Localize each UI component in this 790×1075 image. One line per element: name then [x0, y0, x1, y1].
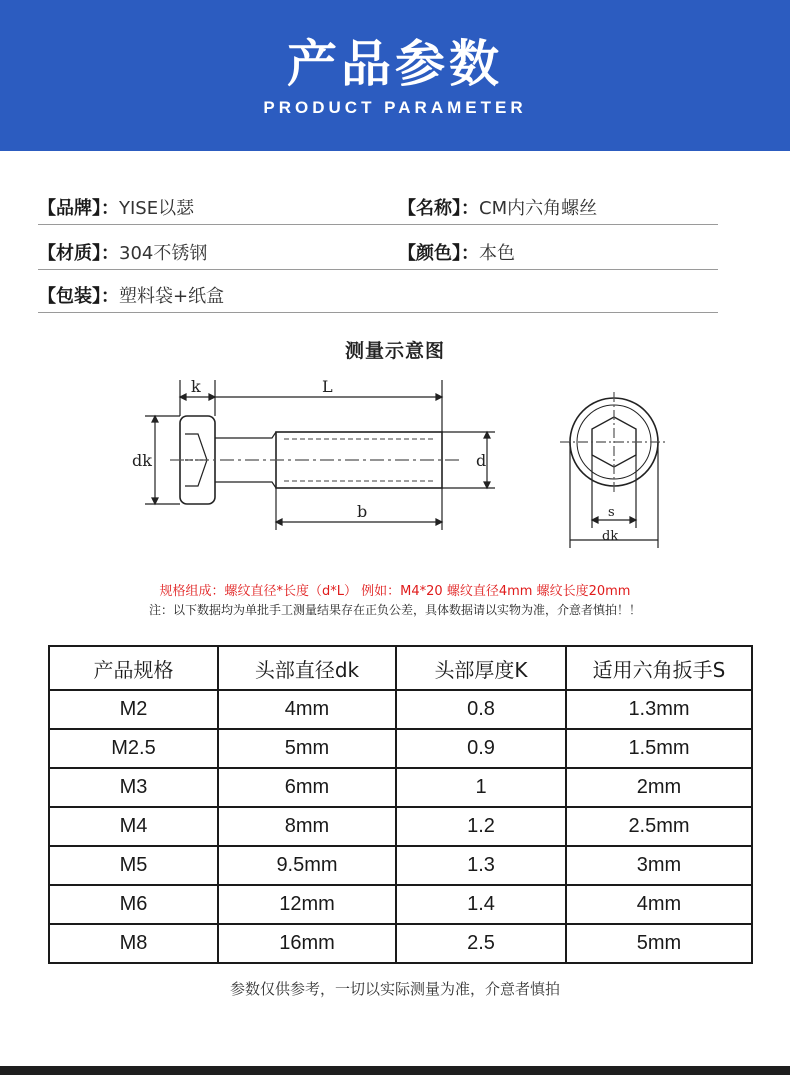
table-header-row [49, 646, 752, 690]
cell-s: 1.3mm [566, 690, 752, 729]
info-row-1 [38, 184, 718, 225]
cell-dk: 6mm [218, 768, 396, 807]
cell-spec: M2 [49, 690, 218, 729]
info-package-value: 塑料袋+纸盒 [119, 286, 225, 307]
cell-s: 4mm [566, 885, 752, 924]
label-b: b [357, 502, 368, 521]
cell-s: 5mm [566, 924, 752, 963]
table-row [49, 690, 752, 729]
page-title: 产品参数 [287, 35, 503, 93]
header-spec: 产品规格 [49, 646, 218, 690]
cell-dk: 9.5mm [218, 846, 396, 885]
cell-spec: M6 [49, 885, 218, 924]
info-brand-key: 【品牌】： [38, 198, 119, 219]
cell-k: 2.5 [396, 924, 566, 963]
info-row-2 [38, 229, 718, 270]
info-color-value: 本色 [479, 243, 515, 264]
cell-k: 0.8 [396, 690, 566, 729]
tolerance-note: 注：以下数据均为单批手工测量结果存在正负公差，具体数据请以实物为准，介意者慎拍！！ [148, 603, 641, 617]
info-color-key: 【颜色】： [398, 243, 479, 264]
cell-dk: 8mm [218, 807, 396, 846]
cell-k: 1.2 [396, 807, 566, 846]
table-row [49, 807, 752, 846]
cell-k: 1 [396, 768, 566, 807]
table-row [49, 729, 752, 768]
page-subtitle: PRODUCT PARAMETER [263, 98, 527, 117]
header-wrench-size: 适用六角扳手S [566, 646, 752, 690]
info-material-value: 304不锈钢 [119, 243, 208, 264]
cell-k: 0.9 [396, 729, 566, 768]
table-row [49, 885, 752, 924]
cell-s: 1.5mm [566, 729, 752, 768]
label-dk-end: dk [602, 529, 619, 544]
spec-table [48, 645, 753, 964]
info-material-key: 【材质】： [38, 243, 119, 264]
diagram-title: 测量示意图 [344, 340, 445, 362]
table-row [49, 846, 752, 885]
info-material [38, 239, 207, 265]
cell-s: 2.5mm [566, 807, 752, 846]
footer-disclaimer: 参数仅供参考，一切以实际测量为准，介意者慎拍 [229, 980, 560, 998]
info-color [398, 239, 515, 265]
header-banner [0, 0, 790, 151]
cell-spec: M2.5 [49, 729, 218, 768]
table-row [49, 768, 752, 807]
label-L: L [322, 377, 333, 396]
table-row [49, 924, 752, 963]
measurement-diagram [0, 370, 790, 550]
header-head-thickness: 头部厚度K [396, 646, 566, 690]
label-s: s [608, 505, 615, 520]
info-brand-value: YISE以瑟 [119, 198, 195, 219]
cell-spec: M5 [49, 846, 218, 885]
header-head-diameter: 头部直径dk [218, 646, 396, 690]
cell-k: 1.4 [396, 885, 566, 924]
cell-k: 1.3 [396, 846, 566, 885]
cell-dk: 5mm [218, 729, 396, 768]
label-d: d [476, 451, 487, 470]
cell-dk: 12mm [218, 885, 396, 924]
cell-spec: M8 [49, 924, 218, 963]
info-name-key: 【名称】： [398, 198, 479, 219]
info-package [38, 282, 224, 308]
cell-dk: 4mm [218, 690, 396, 729]
info-brand [38, 194, 194, 220]
cell-dk: 16mm [218, 924, 396, 963]
cell-s: 3mm [566, 846, 752, 885]
info-name-value: CM内六角螺丝 [479, 198, 598, 219]
bottom-bar [0, 1066, 790, 1075]
cell-spec: M3 [49, 768, 218, 807]
cell-spec: M4 [49, 807, 218, 846]
label-dk: dk [132, 451, 152, 470]
info-package-key: 【包装】： [38, 286, 119, 307]
info-row-3 [38, 272, 718, 313]
cell-s: 2mm [566, 768, 752, 807]
spec-format-note: 规格组成：螺纹直径*长度（d*L） 例如：M4*20 螺纹直径4mm 螺纹长度20mm [159, 584, 631, 599]
label-k: k [191, 377, 201, 396]
info-name [398, 194, 597, 220]
